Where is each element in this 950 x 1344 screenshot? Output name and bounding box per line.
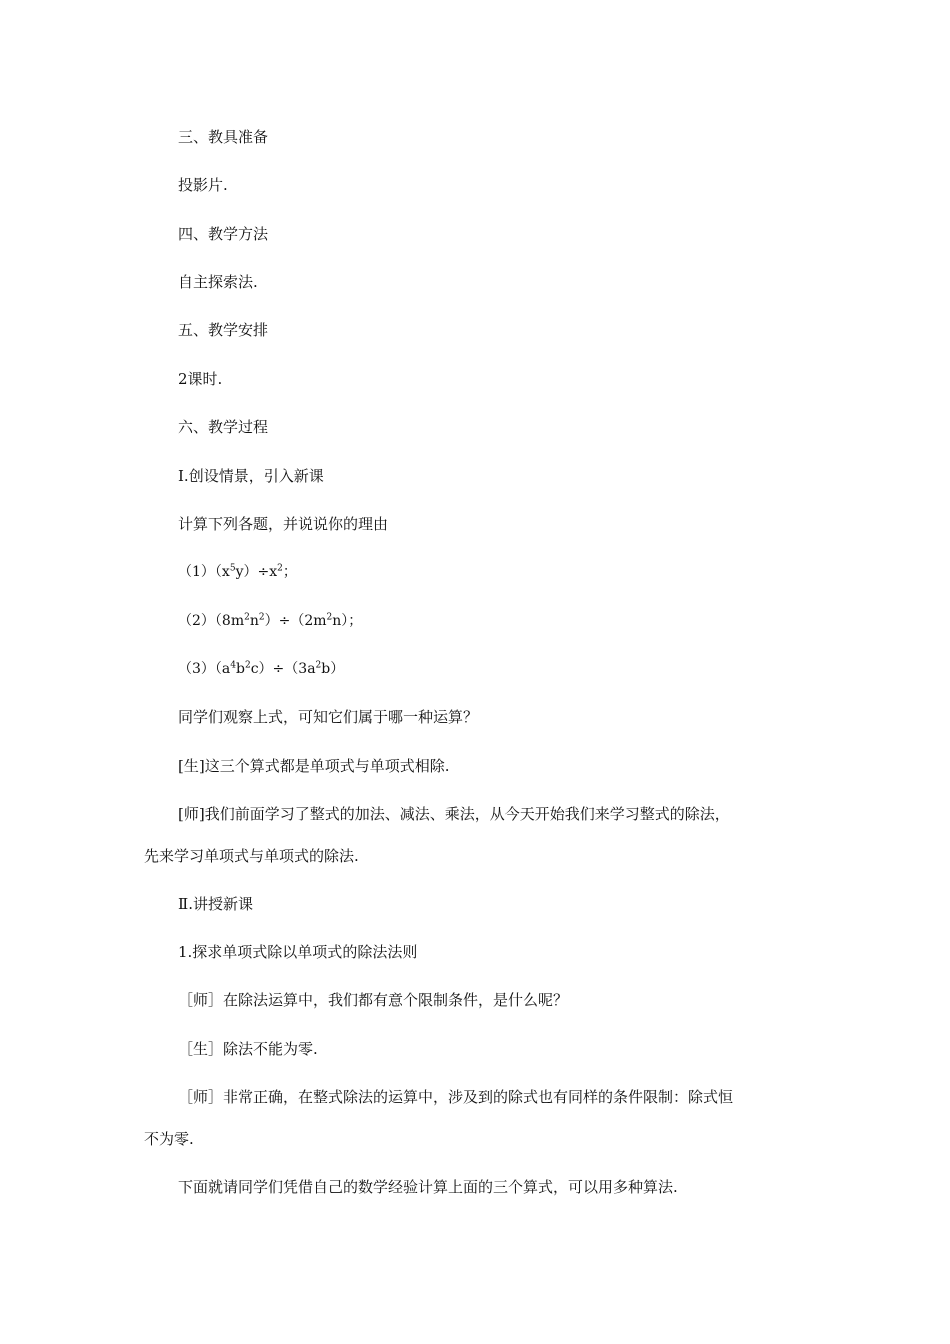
problem-1: $(1)(x^5y)\div x^2$； (178, 563, 297, 580)
section-3-heading: 三、教具准备 (178, 128, 269, 146)
teacher-remark-1-line-1: [师]我们前面学习了整式的加法、减法、乘法，从今天开始我们来学习整式的除法， (178, 805, 730, 823)
section-4-body: 自主探索法. (178, 273, 258, 291)
problem-label: （1） (178, 564, 215, 580)
problem-label: （2） (178, 613, 215, 629)
part-2-subheading: 1.探求单项式除以单项式的除法法则 (178, 943, 418, 961)
section-4-heading: 四、教学方法 (178, 225, 269, 243)
part-1-prompt: 计算下列各题，并说说你的理由 (178, 515, 389, 533)
part-1-heading: Ⅰ.创设情景，引入新课 (178, 467, 324, 485)
closing-instruction: 下面就请同学们凭借自己的数学经验计算上面的三个算式，可以用多种算法. (178, 1178, 678, 1196)
section-5-heading: 五、教学安排 (178, 321, 269, 339)
teacher-remark-2: ［师］在除法运算中，我们都有意个限制条件，是什么呢？ (178, 991, 569, 1009)
student-reply-2: ［生］除法不能为零. (178, 1040, 318, 1058)
teacher-remark-3-line-2: 不为零. (144, 1130, 194, 1148)
part-2-heading: Ⅱ.讲授新课 (178, 895, 253, 913)
observation-question: 同学们观察上式，可知它们属于哪一种运算？ (178, 708, 479, 726)
section-6-heading: 六、教学过程 (178, 418, 269, 436)
section-3-body: 投影片. (178, 176, 228, 194)
problem-label: （3） (178, 661, 215, 677)
problem-2: $(2)(8m^2n^2)\div(2m^2n)$； (178, 612, 363, 629)
teacher-remark-1-line-2: 先来学习单项式与单项式的除法. (144, 847, 359, 865)
problem-3: $(3)(a^4b^2c)\div(3a^2b)$ (178, 660, 345, 677)
section-5-body: 2课时. (178, 370, 223, 388)
teacher-remark-3-line-1: ［师］非常正确，在整式除法的运算中，涉及到的除式也有同样的条件限制：除式恒 (178, 1088, 734, 1106)
student-reply-1: [生]这三个算式都是单项式与单项式相除. (178, 757, 450, 775)
